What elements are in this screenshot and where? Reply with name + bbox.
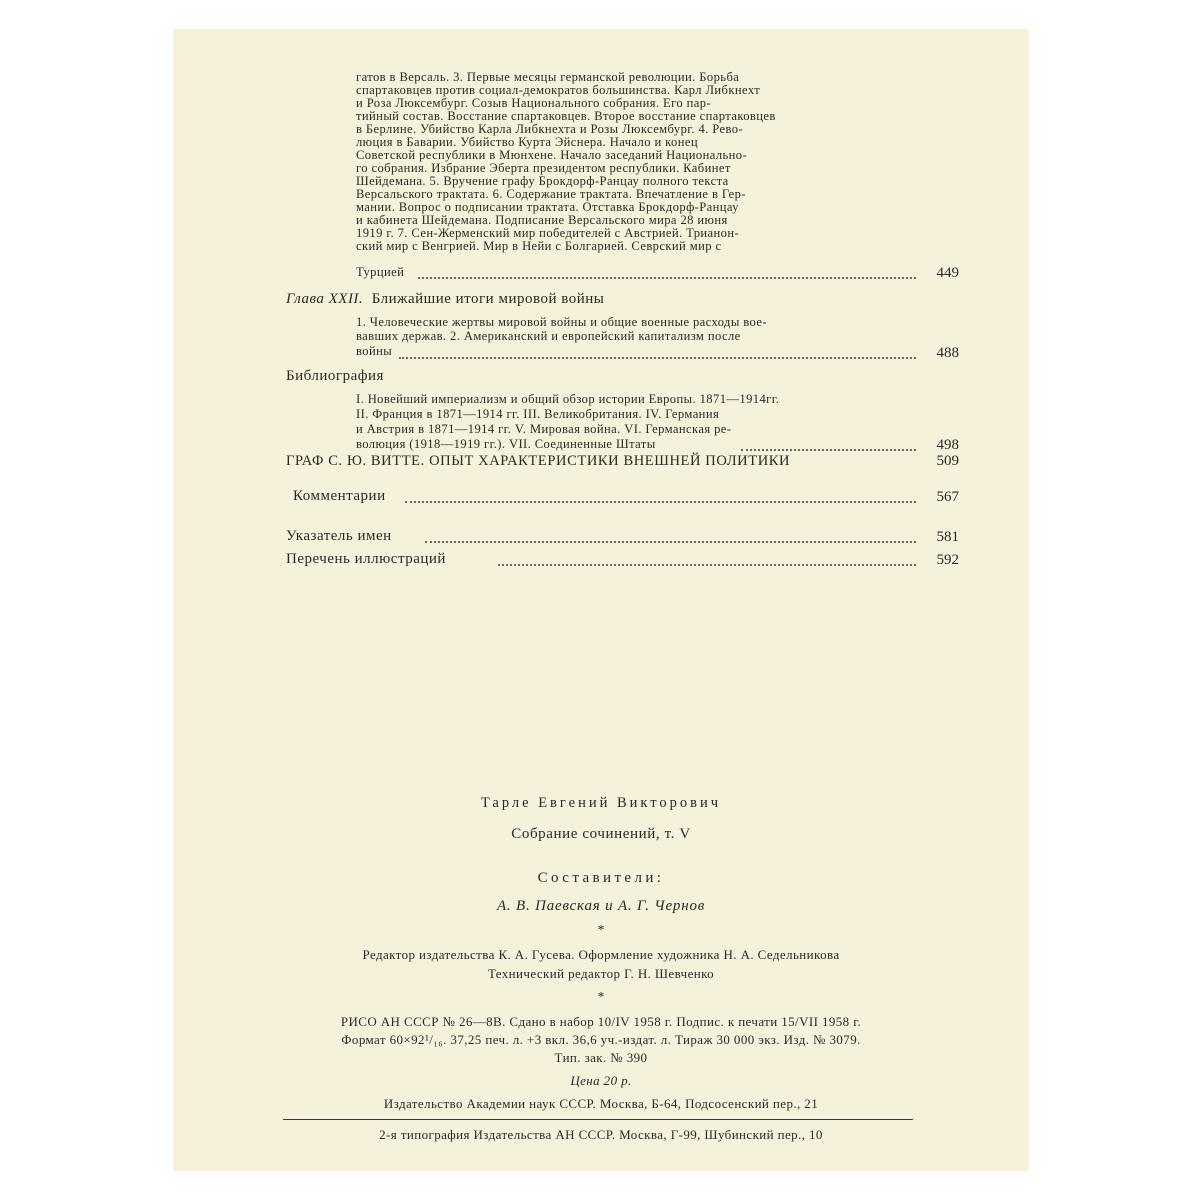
toc-line: люция в Баварии. Убийство Курта Эйснера. Начало и конец: [356, 135, 698, 149]
chapter-title: Ближайшие итоги мировой войны: [371, 291, 605, 307]
toc-line: волюция (1918—1919 гг.). VII. Соединенные Штаты: [356, 437, 656, 451]
toc-line: в Берлине. Убийство Карла Либкнехта и Розы Люксембург. 4. Рево-: [356, 122, 744, 136]
leader-dots: [399, 357, 916, 359]
toc-page-number: 449: [936, 265, 959, 281]
toc-line: Советской республики в Мюнхене. Начало заседаний Национально-: [356, 148, 748, 162]
toc-line: вавших держав. 2. Американский и европейский капитализм после: [356, 329, 741, 343]
toc-page-number: 567: [936, 489, 959, 505]
leader-dots: [498, 564, 916, 566]
toc-line: I. Новейший империализм и общий обзор истории Европы. 1871—1914гг.: [356, 392, 780, 406]
toc-page-number: 592: [936, 552, 959, 568]
leader-dots: [425, 541, 916, 543]
toc-line: Турцией: [356, 265, 405, 279]
toc-chapter-heading: [286, 291, 604, 308]
divider-rule: [283, 1119, 913, 1120]
toc-line: го собрания. Избрание Эберта президентом республики. Кабинет: [356, 161, 731, 175]
printer-line: 2-я типография Издательства АН СССР. Москва, Г-99, Шубинский пер., 10: [379, 1127, 823, 1142]
toc-line: 1. Человеческие жертвы мировой войны и общие военные расходы вое-: [356, 315, 767, 329]
riso-line: РИСО АН СССР № 26—8В. Сдано в набор 10/IV 1958 г. Подпис. к печати 15/VII 1958 г.: [340, 1014, 862, 1029]
toc-line: спартаковцев против социал-демократов большинства. Карл Либкнехт: [356, 83, 761, 97]
leader-dots: [741, 449, 916, 451]
order-line: Тип. зак. № 390: [554, 1050, 648, 1065]
leader-dots: [418, 277, 916, 279]
publisher-line: Издательство Академии наук СССР. Москва, Б-64, Подсосенский пер., 21: [383, 1096, 819, 1111]
toc-page-number: 509: [936, 453, 959, 469]
compilers-names: А. В. Паевская и А. Г. Чернов: [496, 898, 706, 914]
toc-line: и Роза Люксембург. Созыв Национального собрания. Его пар-: [356, 96, 712, 110]
toc-section-title: Перечень иллюстраций: [286, 551, 446, 567]
toc-page-number: 498: [936, 437, 959, 453]
author-name: Тарле Евгений Викторович: [480, 795, 722, 811]
chapter-label: Глава XXII.: [286, 291, 364, 307]
format-line: Формат 60×92¹/₁₆. 37,25 печ. л. +3 вкл. 36,6 уч.-издат. л. Тираж 30 000 экз. Изд. № 3079.: [341, 1032, 861, 1047]
toc-section-title: Указатель имен: [286, 528, 392, 544]
toc-line: войны: [356, 344, 393, 358]
toc-line: мании. Вопрос о подписании трактата. Отставка Брокдорф-Ранцау: [356, 200, 739, 214]
toc-line: 1919 г. 7. Сен-Жерменский мир победителей с Австрией. Трианон-: [356, 226, 740, 240]
toc-section-title: ГРАФ С. Ю. ВИТТЕ. ОПЫТ ХАРАКТЕРИСТИКИ ВНЕШНЕЙ ПОЛИТИКИ: [286, 453, 791, 469]
toc-section-title: Комментарии: [293, 488, 386, 504]
tech-editor-line: Технический редактор Г. Н. Шевченко: [487, 966, 715, 981]
leader-dots: [405, 501, 916, 503]
work-title: Собрание сочинений, т. V: [511, 826, 691, 842]
toc-section-title: Библиография: [286, 368, 384, 384]
toc-line: гатов в Версаль. 3. Первые месяцы германской революции. Борьба: [356, 70, 740, 84]
toc-line: и кабинета Шейдемана. Подписание Версальского мира 28 июня: [356, 213, 728, 227]
toc-line: ский мир с Венгрией. Мир в Нейи с Болгарией. Севрский мир с: [356, 239, 722, 253]
toc-line: тийный состав. Восстание спартаковцев. Второе восстание спартаковцев: [356, 109, 776, 123]
separator-star: *: [597, 923, 605, 938]
compilers-label: Составители:: [537, 870, 665, 886]
toc-line: и Австрия в 1871—1914 гг. V. Мировая война. VI. Германская ре-: [356, 422, 732, 436]
book-page: [173, 29, 1029, 1171]
toc-line: II. Франция в 1871—1914 гг. III. Великобритания. IV. Германия: [356, 407, 720, 421]
toc-line: Шейдемана. 5. Вручение графу Брокдорф-Ранцау полного текста: [356, 174, 729, 188]
separator-star: *: [597, 990, 605, 1005]
price: Цена 20 р.: [570, 1073, 632, 1088]
toc-line: Версальского трактата. 6. Содержание трактата. Впечатление в Гер-: [356, 187, 746, 201]
toc-page-number: 581: [936, 529, 959, 545]
toc-page-number: 488: [936, 345, 959, 361]
editors-line: Редактор издательства К. А. Гусева. Оформление художника Н. А. Седельникова: [362, 947, 840, 962]
